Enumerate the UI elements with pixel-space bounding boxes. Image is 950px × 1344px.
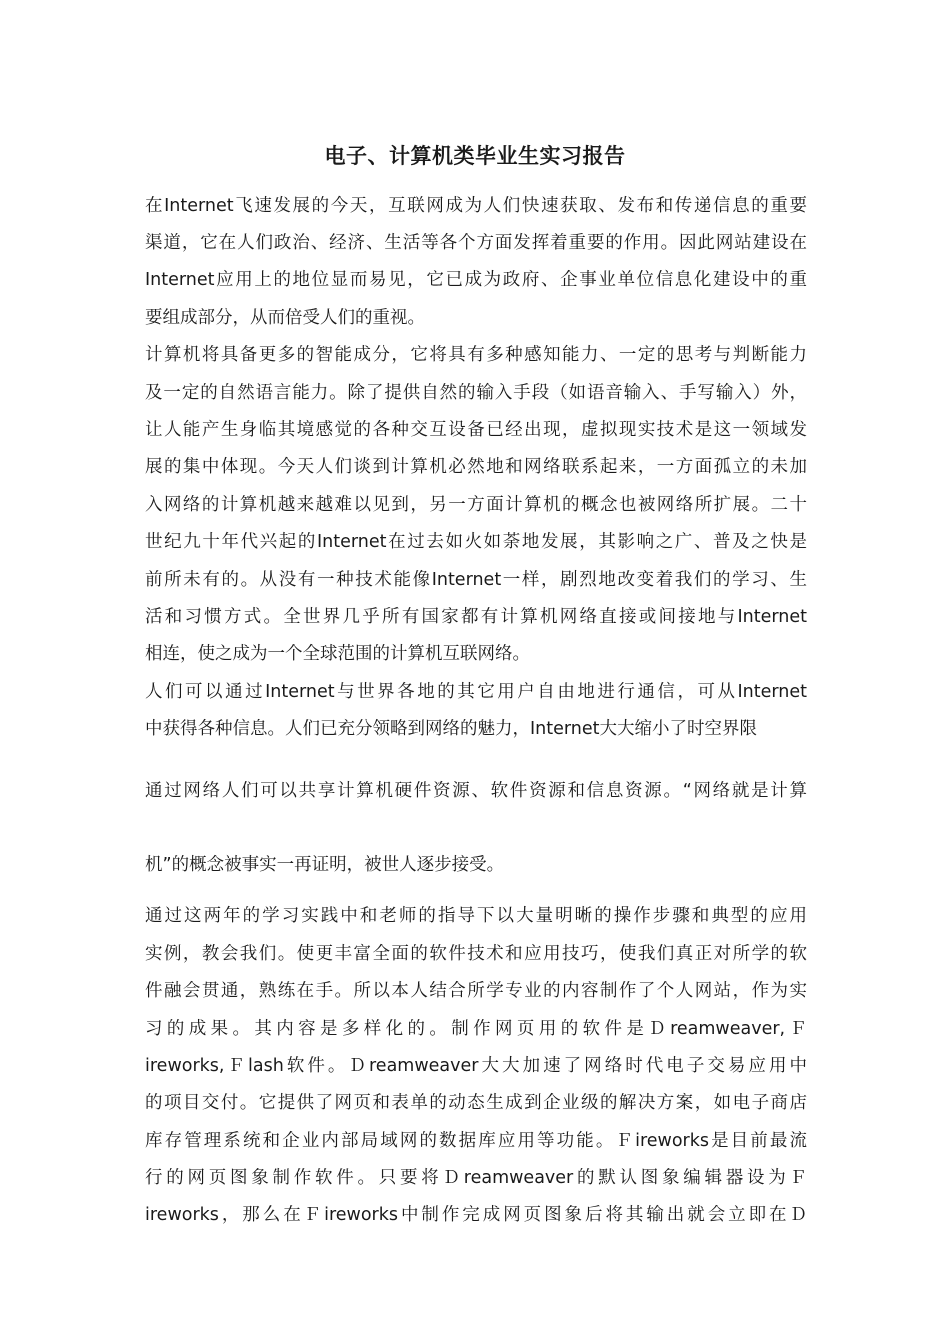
text-line: 展的集中体现。今天人们谈到计算机必然地和网络联系起来，一方面孤立的未加 [145, 457, 807, 477]
text-line: 渠道，它在人们政治、经济、生活等各个方面发挥着重要的作用。因此网站建设在 [145, 233, 807, 253]
text-line: ireworks,Ｆlash软件。Ｄreamweaver大大加速了网络时代电子交易应用中 [145, 1056, 807, 1076]
text-line: 库存管理系统和企业内部局域网的数据库应用等功能。Ｆireworks是目前最流 [145, 1131, 807, 1151]
text-line: 入网络的计算机越来越难以见到，另一方面计算机的概念也被网络所扩展。二十 [145, 495, 807, 515]
text-line: 机”的概念被事实一再证明，被世人逐步接受。 [145, 855, 505, 875]
text-line: 习的成果。其内容是多样化的。制作网页用的软件是Ｄreamweaver,Ｆ [145, 1019, 807, 1039]
text-line: 活和习惯方式。全世界几乎所有国家都有计算机网络直接或间接地与Internet [145, 607, 807, 627]
text-line: 通过这两年的学习实践中和老师的指导下以大量明晰的操作步骤和典型的应用 [145, 906, 807, 926]
document-title: 电子、计算机类毕业生实习报告 [324, 144, 626, 168]
text-line: 前所未有的。从没有一种技术能像Internet一样，剧烈地改变着我们的学习、生 [145, 570, 807, 590]
text-line: 在Internet飞速发展的今天，互联网成为人们快速获取、发布和传递信息的重要 [145, 196, 807, 216]
text-line: 计算机将具备更多的智能成分，它将具有多种感知能力、一定的思考与判断能力 [145, 345, 807, 365]
text-line: 行的网页图象制作软件。只要将Ｄreamweaver的默认图象编辑器设为Ｆ [145, 1168, 807, 1188]
text-line: 要组成部分，从而倍受人们的重视。 [145, 308, 425, 328]
text-line: 世纪九十年代兴起的Internet在过去如火如荼地发展，其影响之广、普及之快是 [145, 532, 807, 552]
text-line: ireworks，那么在Ｆireworks中制作完成网页图象后将其输出就会立即在Ｄ [145, 1205, 807, 1225]
text-line: 相连，使之成为一个全球范围的计算机互联网络。 [145, 644, 530, 664]
text-line: 及一定的自然语言能力。除了提供自然的输入手段（如语音输入、手写输入）外， [145, 383, 807, 403]
text-line: 件融会贯通，熟练在手。所以本人结合所学专业的内容制作了个人网站，作为实 [145, 981, 807, 1001]
text-line: Internet应用上的地位显而易见，它已成为政府、企事业单位信息化建设中的重 [145, 270, 807, 290]
text-line: 人们可以通过Internet与世界各地的其它用户自由地进行通信，可从Internet [145, 682, 807, 702]
text-line: 的项目交付。它提供了网页和表单的动态生成到企业级的解决方案，如电子商店 [145, 1093, 807, 1113]
text-line: 实例，教会我们。使更丰富全面的软件技术和应用技巧，使我们真正对所学的软 [145, 944, 807, 964]
text-line: 通过网络人们可以共享计算机硬件资源、软件资源和信息资源。“网络就是计算 [145, 781, 807, 801]
text-line: 中获得各种信息。人们已充分领略到网络的魅力，Internet大大缩小了时空界限 [145, 719, 757, 739]
text-line: 让人能产生身临其境感觉的各种交互设备已经出现，虚拟现实技术是这一领域发 [145, 420, 807, 440]
